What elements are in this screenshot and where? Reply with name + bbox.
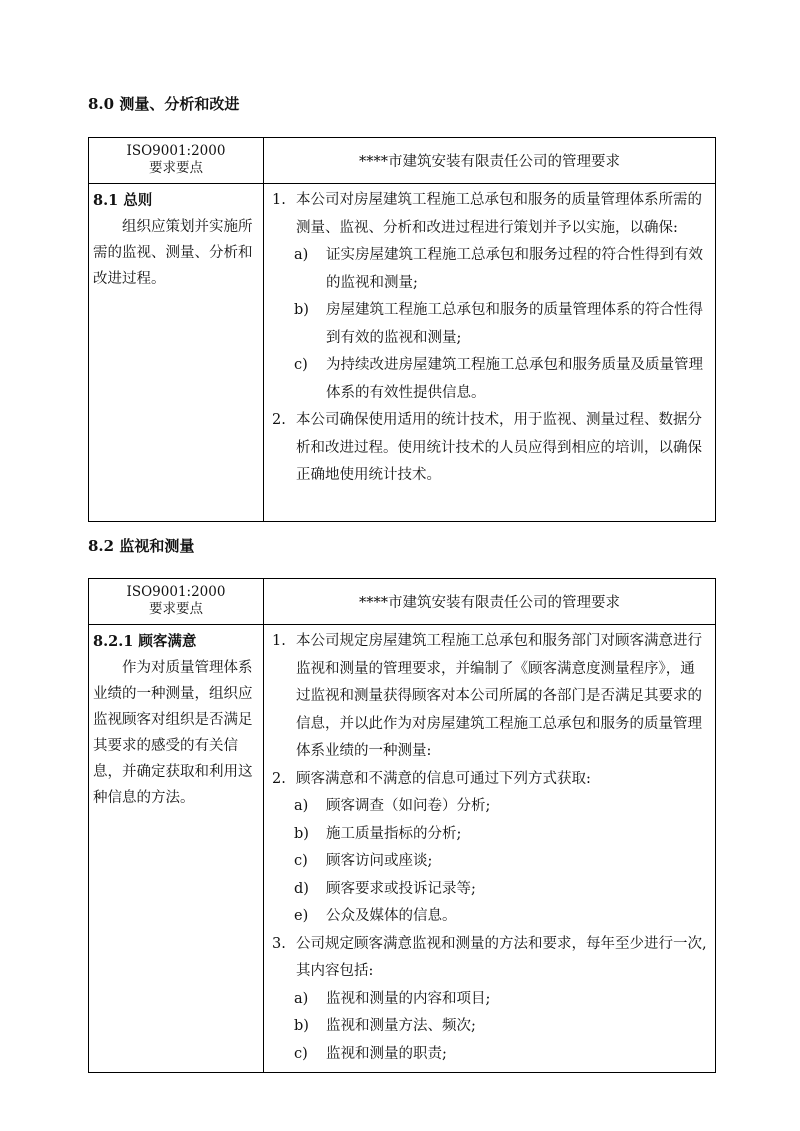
list-item	[270, 187, 709, 242]
sub-item-text: 公众及媒体的信息。	[326, 908, 457, 924]
sub-item-text: 施工质量指标的分析;	[326, 825, 462, 842]
list-item	[270, 628, 709, 766]
sub-item-label: d)	[294, 880, 309, 897]
item-text: 公司规定顾客满意监视和测量的方法和要求，每年至少进行一次,其内容包括:	[296, 935, 707, 979]
sub-item-label: a)	[294, 247, 309, 263]
clause-title: 8.1 总则	[93, 192, 153, 209]
requirements-cell	[264, 625, 716, 1073]
sub-item-text: 监视和测量方法、频次;	[326, 1018, 476, 1034]
sub-item-label: a)	[294, 798, 309, 814]
list-item	[270, 766, 709, 794]
sub-list-item	[270, 903, 709, 931]
item-text: 本公司对房屋建筑工程施工总承包和服务的质量管理体系所需的测量、监视、分析和改进过程进行策划并予以实施，以确保:	[296, 192, 702, 236]
header-iso-standard: ISO9001:2000	[126, 584, 226, 600]
item-number: 2.	[272, 412, 286, 428]
clause-text: 组织应策划并实施所需的监视、测量、分析和改进过程。	[93, 219, 253, 287]
header-company-cell	[264, 579, 716, 625]
clause-title: 8.2.1 顾客满意	[93, 633, 197, 650]
sub-list-item	[270, 821, 709, 849]
sub-list-item	[270, 876, 709, 904]
requirements-cell	[264, 184, 716, 522]
sub-list-item	[270, 793, 709, 821]
list-item	[270, 931, 709, 986]
sub-item-label: c)	[294, 1045, 308, 1062]
sub-item-label: c)	[294, 853, 308, 869]
sub-item-text: 证实房屋建筑工程施工总承包和服务过程的符合性得到有效的监视和测量;	[326, 247, 703, 291]
header-iso-standard: ISO9001:2000	[126, 143, 226, 159]
sub-item-label: c)	[294, 357, 308, 373]
sub-item-label: b)	[294, 1018, 309, 1034]
item-text: 本公司规定房屋建筑工程施工总承包和服务部门对顾客满意进行监视和测量的管理要求，并编制了《顾客满意度测量程序》，通过监视和测量获得顾客对本公司所属的各部门是否满足其要求的信息，并以此作为对房屋建筑工程施工总承包和服务的质量管理体系业绩的一种测量:	[296, 633, 702, 759]
section-heading-8-0: 8.0 测量、分析和改进	[88, 95, 240, 113]
item-text: 顾客满意和不满意的信息可通过下列方式获取:	[296, 770, 591, 787]
clause-text: 作为对质量管理体系业绩的一种测量，组织应监视顾客对组织是否满足其要求的感受的有关信息，并确定获取和利用这种信息的方法。	[93, 660, 253, 806]
header-iso-label: 要求要点	[149, 160, 203, 176]
sub-list-item	[270, 352, 709, 407]
sub-item-label: b)	[294, 825, 309, 842]
sub-list-item	[270, 297, 709, 352]
header-iso-label: 要求要点	[149, 601, 203, 617]
table-header-row	[89, 579, 716, 625]
table-row	[89, 184, 716, 522]
sub-item-label: a)	[294, 990, 309, 1007]
requirements-table-8-2	[88, 578, 716, 1073]
sub-list-item	[270, 242, 709, 297]
sub-item-text: 顾客访问或座谈;	[326, 853, 433, 869]
section-heading-8-2: 8.2 监视和测量	[88, 537, 195, 555]
header-company-requirements: ****市建筑安装有限责任公司的管理要求	[359, 595, 620, 611]
table-row	[89, 625, 716, 1073]
clause-cell	[89, 625, 264, 1073]
header-company-cell	[264, 138, 716, 184]
item-number: 3.	[272, 935, 286, 952]
header-iso-cell	[89, 138, 264, 184]
item-number: 2.	[272, 770, 286, 787]
header-company-requirements: ****市建筑安装有限责任公司的管理要求	[359, 154, 620, 170]
sub-item-text: 为持续改进房屋建筑工程施工总承包和服务质量及质量管理体系的有效性提供信息。	[326, 357, 703, 401]
sub-item-label: b)	[294, 302, 309, 318]
item-text: 本公司确保使用适用的统计技术，用于监视、测量过程、数据分析和改进过程。使用统计技术的人员应得到相应的培训，以确保正确地使用统计技术。	[296, 412, 702, 483]
sub-item-text: 监视和测量的内容和项目;	[326, 990, 491, 1007]
sub-list-item	[270, 1041, 709, 1069]
header-iso-cell	[89, 579, 264, 625]
sub-item-text: 监视和测量的职责;	[326, 1045, 447, 1062]
sub-item-text: 顾客调查（如问卷）分析;	[326, 798, 491, 814]
sub-item-label: e)	[294, 908, 309, 924]
item-number: 1.	[272, 192, 286, 208]
sub-item-text: 顾客要求或投诉记录等;	[326, 880, 476, 897]
item-number: 1.	[272, 633, 286, 649]
table-header-row	[89, 138, 716, 184]
list-item	[270, 407, 709, 490]
sub-list-item	[270, 848, 709, 876]
sub-list-item	[270, 986, 709, 1014]
clause-cell	[89, 184, 264, 522]
requirements-table-8-0	[88, 137, 716, 522]
sub-list-item	[270, 1013, 709, 1041]
sub-item-text: 房屋建筑工程施工总承包和服务的质量管理体系的符合性得到有效的监视和测量;	[326, 302, 703, 346]
